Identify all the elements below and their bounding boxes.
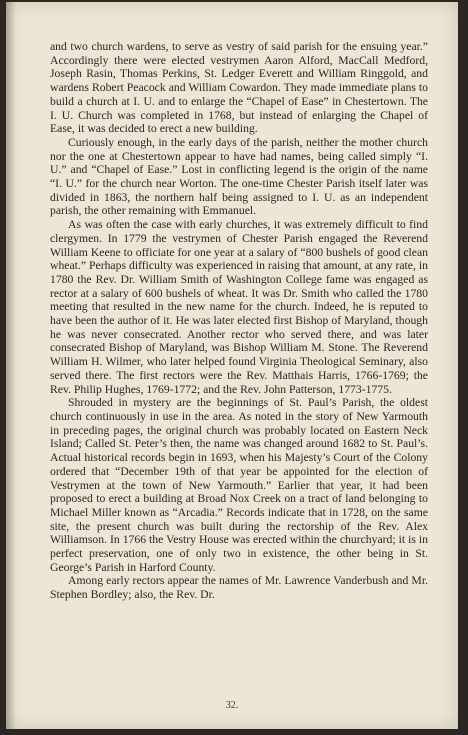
paragraph-3: As was often the case with early churches, it was extremely difficult to find clergymen. In 1779 the vestrymen of Chester Parish engaged the Reverend William Keene to officiate for one year at a salary of “800 bushels of good clean wheat.” Perhaps difficulty was experienced in raising that amount, at any rate, in 1780 the Rev. Dr. William Smith of Washington College fame was engaged as rector at a salary of 600 bushels of wheat. It was Dr. Smith who called the 1780 meeting that resulted in the new name for the church. Indeed, he is reputed to have been the author of it. He was later elected first Bishop of Maryland, though he was never consecrated. Another rector who served there, and was later consecrated Bishop of Maryland, was Bishop William M. Stone. The Reverend William H. Wilmer, who later helped found Virginia Theological Seminary, also served there. The first rectors were the Rev. Matthais Harris, 1766-1769; the Rev. Philip Hughes, 1769-1772; and the Rev. John Patterson, 1773-1775. [50,218,428,396]
page-gutter-shadow [6,2,16,729]
paragraph-2: Curiously enough, in the early days of the parish, neither the mother church nor the one at Chestertown appear to have had names, being called simply “I. U.” and “Chapel of Ease.” Lost in conflicting legend is the origin of the name “I. U.” for the church near Worton. The one-time Chester Parish itself later was divided in 1863, the northern half being assigned to I. U. as an independent parish, the other remaining with Emmanuel. [50,135,428,218]
paragraph-1: and two church wardens, to serve as vestry of said parish for the ensuing year.” Accordingly there were elected vestrymen Aaron Alford, MacCall Medford, Joseph Rasin, Thomas Perkins, St. Ledger Everett and William Ringgold, and wardens Robert Peacock and William Cowardon. They made immediate plans to build a church at I. U. and to enlarge the “Chapel of Ease” in Chestertown. The I. U. Church was completed in 1768, but instead of enlarging the Chapel of Ease, it was decided to erect a new building. [50,40,428,136]
page-body-text [50,40,428,602]
page-number: 32. [225,700,239,711]
paragraph-4: Shrouded in mystery are the beginnings of St. Paul’s Parish, the oldest church continuously in use in the area. As noted in the story of New Yarmouth in preceding pages, the original church was probably located on Eastern Neck Island; Called St. Peter’s then, the name was changed around 1682 to St. Paul’s. Actual historical records begin in 1693, when his Majesty’s Court of the Colony ordered that “December 19th of that year be appointed for the election of Vestrymen at the town of New Yarmouth.” Earlier that year, it had been proposed to erect a building at Broad Nox Creek on a tract of land belonging to Michael Miller known as “Arcadia.” Records indicate that in 1728, on the same site, the present church was built during the rectorship of the Rev. Alex Williamson. In 1766 the Vestry House was erected within the churchyard; it is in perfect preservation, one of only two in existence, the other being in St. George’s Parish in Harford County. [50,396,428,574]
book-page [6,2,458,729]
paragraph-5: Among early rectors appear the names of Mr. Lawrence Vanderbush and Mr. Stephen Bordley; also, the Rev. Dr. [50,574,428,602]
